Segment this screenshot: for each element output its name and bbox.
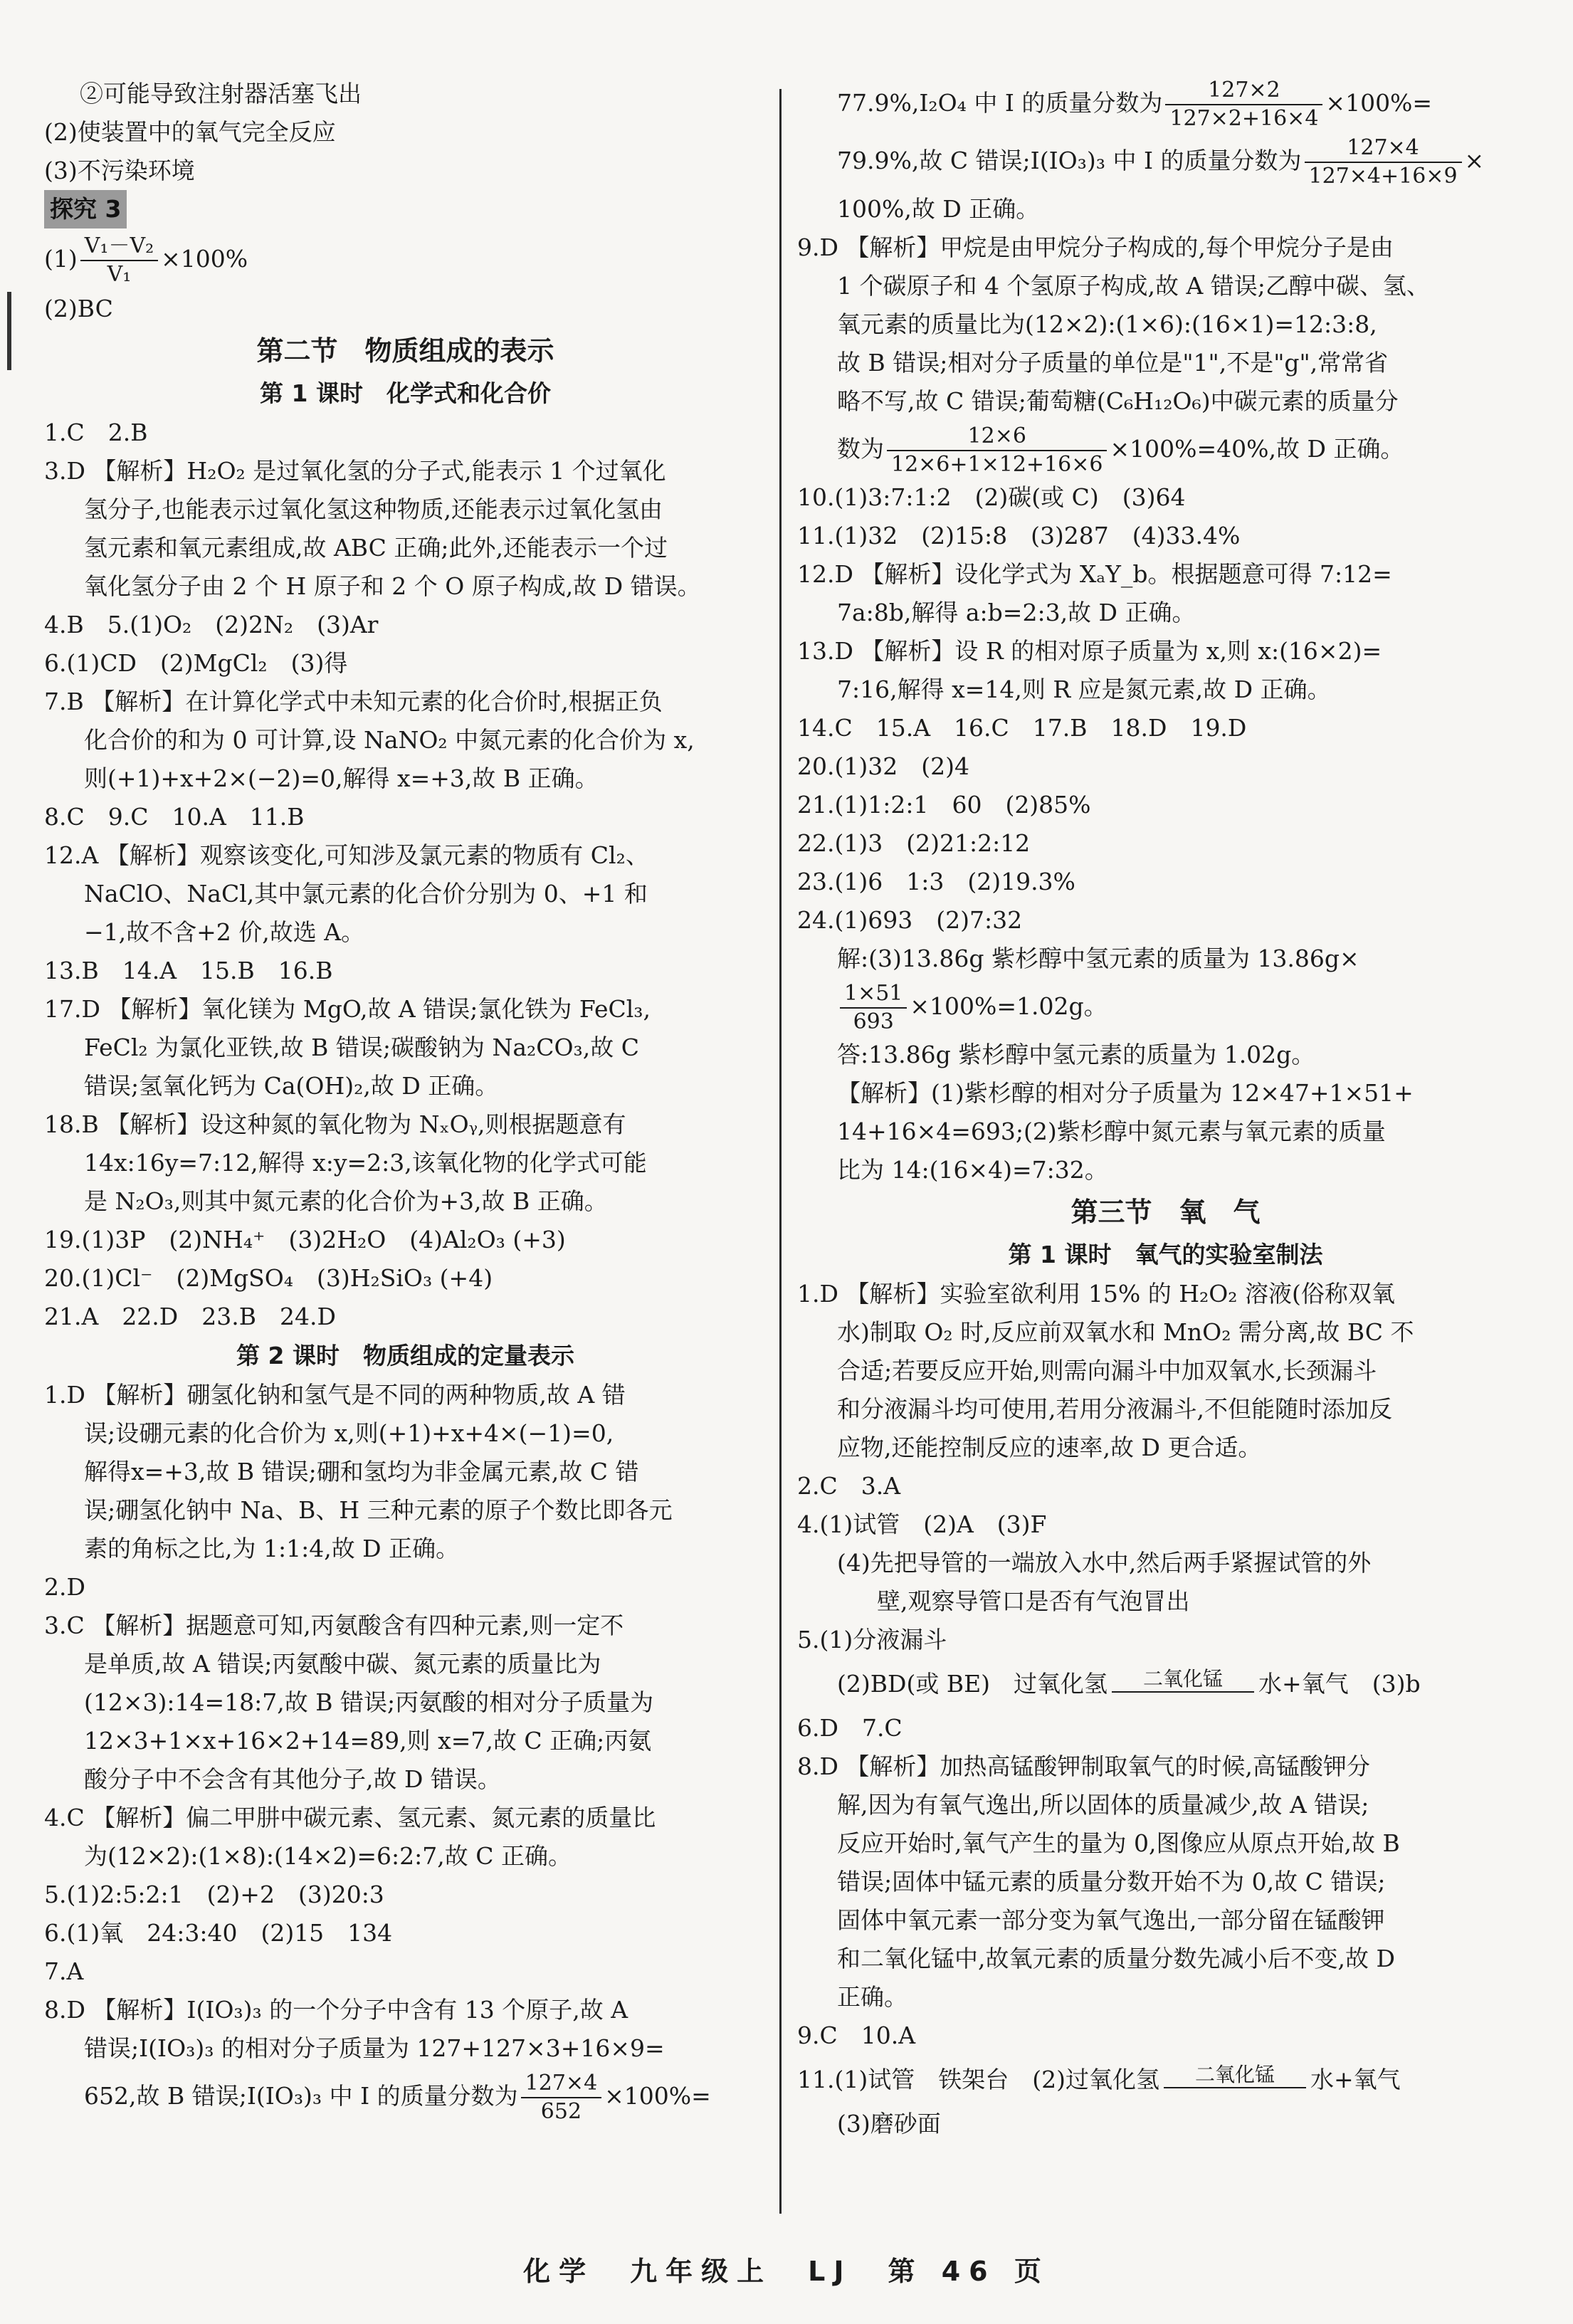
answer-line: 22.(1)3 (2)21:2:12	[797, 829, 1031, 857]
answer-line: 水)制取 O₂ 时,反应前双氧水和 MnO₂ 需分离,故 BC 不	[837, 1318, 1414, 1346]
answer-line: 9.C 10.A	[797, 2021, 916, 2049]
answer-line: 13.D 【解析】设 R 的相对原子质量为 x,则 x:(16×2)=	[797, 637, 1382, 665]
answer-line: 错误;氢氧化钙为 Ca(OH)₂,故 D 正确。	[84, 1072, 499, 1100]
answer-line: 故 B 错误;相对分子质量的单位是"1",不是"g",常常省	[837, 349, 1389, 377]
answer-line: 氧化氢分子由 2 个 H 原子和 2 个 O 原子构成,故 D 错误。	[84, 572, 701, 600]
scan-mark	[7, 292, 11, 370]
answer-line: 10.(1)3:7:1:2 (2)碳(或 C) (3)64	[797, 483, 1186, 511]
answer-line: 17.D 【解析】氧化镁为 MgO,故 A 错误;氯化铁为 FeCl₃,	[44, 995, 651, 1023]
left-column	[44, 75, 767, 2125]
answer-line: 误;设硼元素的化合价为 x,则(+1)+x+4×(−1)=0,	[84, 1419, 614, 1447]
section-title: 第二节 物质组成的表示	[256, 335, 554, 367]
answer-line: 20.(1)32 (2)4	[797, 752, 969, 780]
answer-line: 6.(1)氧 24:3:40 (2)15 134	[44, 1919, 393, 1947]
answer-line: 21.(1)1:2:1 60 (2)85%	[797, 791, 1091, 819]
answer-line: 7.B 【解析】在计算化学式中未知元素的化合价时,根据正负	[44, 688, 663, 715]
answer-line: 则(+1)+x+2×(−2)=0,解得 x=+3,故 B 正确。	[84, 764, 599, 792]
section-title: 第三节 氧 气	[1070, 1197, 1261, 1228]
answer-line: 错误;I(IO₃)₃ 的相对分子质量为 127+127×3+16×9=	[84, 2034, 665, 2062]
text-line: (2)使装置中的氧气完全反应	[44, 118, 336, 146]
answer-line: 21.A 22.D 23.B 24.D	[44, 1303, 336, 1330]
answer-line: 【解析】(1)紫杉醇的相对分子质量为 12×47+1×51+	[837, 1079, 1414, 1107]
answer-line: 1.C 2.B	[44, 419, 148, 446]
lesson-title: 第 2 课时 物质组成的定量表示	[236, 1342, 574, 1369]
answer-line: (3)磨砂面	[837, 2110, 941, 2138]
answer-line: 7:16,解得 x=14,则 R 应是氮元素,故 D 正确。	[837, 675, 1331, 703]
answer-line: 化合价的和为 0 可计算,设 NaNO₂ 中氮元素的化合价为 x,	[84, 726, 695, 754]
right-column	[797, 75, 1534, 2143]
answer-line: 解得x=+3,故 B 错误;硼和氢均为非金属元素,故 C 错	[84, 1458, 639, 1486]
answer-line: 固体中氧元素一部分变为氧气逸出,一部分留在锰酸钾	[837, 1906, 1385, 1934]
answer-line: 7a:8b,解得 a:b=2:3,故 D 正确。	[837, 599, 1196, 626]
answer-line: 6.D 7.C	[797, 1714, 903, 1742]
answer-line: 应物,还能控制反应的速率,故 D 更合适。	[837, 1434, 1262, 1461]
answer-line: 100%,故 D 正确。	[837, 195, 1040, 223]
formula-line: $\frac{1\times 51}{693}$ ×100%=1.02g。	[797, 978, 1534, 1036]
answer-line: 6.(1)CD (2)MgCl₂ (3)得	[44, 649, 348, 677]
answer-line: 壁,观察导管口是否有气泡冒出	[877, 1587, 1190, 1615]
answer-line: 5.(1)分液漏斗	[797, 1626, 947, 1653]
answer-line: 正确。	[837, 1983, 908, 2011]
text-line: ②可能导致注射器活塞飞出	[80, 80, 362, 107]
answer-line: 13.B 14.A 15.B 16.B	[44, 957, 333, 984]
answer-line: 12×3+1×x+16×2+14=89,则 x=7,故 C 正确;丙氨	[84, 1727, 652, 1755]
answer-line: 3.C 【解析】据题意可知,丙氨酸含有四种元素,则一定不	[44, 1611, 624, 1639]
answer-line: 8.D 【解析】I(IO₃)₃ 的一个分子中含有 13 个原子,故 A	[44, 1996, 628, 2024]
lesson-title: 第 1 课时 氧气的实验室制法	[1008, 1241, 1323, 1268]
formula-line: 79.9%,故 C 错误;I(IO₃)₃ 中 I 的质量分数为 $\frac{127\times 4}{127\times 4+16\times 9}$ ×	[837, 135, 1485, 189]
text-line: (2)BC	[44, 295, 113, 322]
text-line: (3)不污染环境	[44, 157, 195, 184]
answer-line: 1 个碳原子和 4 个氢原子构成,故 A 错误;乙醇中碳、氢、	[837, 272, 1430, 300]
answer-line: 14.C 15.A 16.C 17.B 18.D 19.D	[797, 714, 1247, 742]
formula-line: (1) $\frac{\text{V₁－V₂}}{\text{V₁}}$ ×100%	[44, 233, 248, 287]
answer-line: 4.B 5.(1)O₂ (2)2N₂ (3)Ar	[44, 611, 379, 638]
answer-line: FeCl₂ 为氯化亚铁,故 B 错误;碳酸钠为 Na₂CO₃,故 C	[84, 1034, 640, 1061]
answer-line: 20.(1)Cl⁻ (2)MgSO₄ (3)H₂SiO₃ (+4)	[44, 1264, 493, 1292]
answer-line: 7.A	[44, 1957, 84, 1985]
answer-line: 4.C 【解析】偏二甲肼中碳元素、氢元素、氮元素的质量比	[44, 1804, 656, 1831]
answer-line: 11.(1)32 (2)15:8 (3)287 (4)33.4%	[797, 522, 1241, 550]
lesson-title: 第 1 课时 化学式和化合价	[260, 379, 551, 407]
answer-line: (4)先把导管的一端放入水中,然后两手紧握试管的外	[837, 1549, 1372, 1577]
answer-line: 5.(1)2:5:2:1 (2)+2 (3)20:3	[44, 1881, 384, 1908]
formula-line: 652,故 B 错误;I(IO₃)₃ 中 I 的质量分数为 $\frac{127\times 4}{652}$ ×100%=	[84, 2071, 711, 2124]
answer-line: 12.A 【解析】观察该变化,可知涉及氯元素的物质有 Cl₂、	[44, 841, 649, 869]
answer-line: 氧元素的质量比为(12×2):(1×6):(16×1)=12:3:8,	[837, 310, 1377, 338]
answer-line: 23.(1)6 1:3 (2)19.3%	[797, 868, 1075, 895]
answer-line: 反应开始时,氧气产生的量为 0,图像应从原点开始,故 B	[837, 1829, 1400, 1857]
reaction-arrow	[1112, 1691, 1254, 1703]
explore-label: 探究 3	[44, 190, 127, 228]
page-footer: 化学 九年级上 LJ 第 46 页	[523, 2256, 1050, 2287]
answer-line: 和二氧化锰中,故氧元素的质量分数先减小后不变,故 D	[837, 1945, 1395, 1972]
answer-line: (12×3):14=18:7,故 B 错误;丙氨酸的相对分子质量为	[84, 1688, 654, 1716]
column-divider	[779, 89, 782, 2214]
answer-line: 是单质,故 A 错误;丙氨酸中碳、氮元素的质量比为	[84, 1650, 601, 1678]
formula-line: 77.9%,I₂O₄ 中 I 的质量分数为 $\frac{127\times 2}{127\times 2+16\times 4}$ ×100%=	[837, 78, 1433, 131]
answer-line: 是 N₂O₃,则其中氮元素的化合价为+3,故 B 正确。	[84, 1187, 608, 1215]
answer-line: 3.D 【解析】H₂O₂ 是过氧化氢的分子式,能表示 1 个过氧化	[44, 457, 666, 485]
answer-line: 2.D	[44, 1573, 85, 1601]
answer-line: 18.B 【解析】设这种氮的氧化物为 NₓOᵧ,则根据题意有	[44, 1110, 626, 1138]
answer-line: 错误;固体中锰元素的质量分数开始不为 0,故 C 错误;	[837, 1868, 1386, 1896]
reaction-arrow	[1164, 2087, 1306, 2098]
answer-line: 解:(3)13.86g 紫杉醇中氢元素的质量为 13.86g×	[837, 945, 1359, 972]
formula-line: 数为 $\frac{12\times 6}{12\times 6+1\times 12+16\times 6}$ ×100%=40%,故 D 正确。	[837, 424, 1404, 477]
answer-line: 比为 14:(16×4)=7:32。	[837, 1156, 1108, 1184]
answer-line: 19.(1)3P (2)NH₄⁺ (3)2H₂O (4)Al₂O₃ (+3)	[44, 1226, 566, 1253]
answer-line: 8.C 9.C 10.A 11.B	[44, 803, 305, 831]
answer-line: 14+16×4=693;(2)紫杉醇中氮元素与氧元素的质量	[837, 1118, 1386, 1145]
answer-line: 9.D 【解析】甲烷是由甲烷分子构成的,每个甲烷分子是由	[797, 233, 1394, 261]
answer-line: −1,故不含+2 价,故选 A。	[84, 918, 365, 946]
answer-line: 酸分子中不会含有其他分子,故 D 错误。	[84, 1765, 501, 1793]
answer-line: 8.D 【解析】加热高锰酸钾制取氧气的时候,高锰酸钾分	[797, 1752, 1370, 1780]
answer-line: 解,因为有氧气逸出,所以固体的质量减少,故 A 错误;	[837, 1791, 1369, 1819]
answer-line: 合适;若要反应开始,则需向漏斗中加双氧水,长颈漏斗	[837, 1357, 1377, 1384]
equation-line: (2)BD(或 BE) 过氧化氢 二氧化锰 水+氧气 (3)b	[797, 1659, 1534, 1709]
answer-line: 略不写,故 C 错误;葡萄糖(C₆H₁₂O₆)中碳元素的质量分	[837, 387, 1399, 415]
answer-line: 1.D 【解析】硼氢化钠和氢气是不同的两种物质,故 A 错	[44, 1381, 626, 1409]
answer-line: 素的角标之比,为 1:1:4,故 D 正确。	[84, 1535, 460, 1562]
equation-line: 11.(1)试管 铁架台 (2)过氧化氢 二氧化锰 水+氧气	[797, 2055, 1534, 2105]
answer-line: 24.(1)693 (2)7:32	[797, 906, 1023, 934]
answer-line: 为(12×2):(1×8):(14×2)=6:2:7,故 C 正确。	[84, 1842, 572, 1870]
answer-line: 14x:16y=7:12,解得 x:y=2:3,该氧化物的化学式可能	[84, 1149, 647, 1177]
answer-line: 1.D 【解析】实验室欲利用 15% 的 H₂O₂ 溶液(俗称双氧	[797, 1280, 1395, 1308]
answer-line: 答:13.86g 紫杉醇中氢元素的质量为 1.02g。	[837, 1041, 1315, 1068]
answer-line: 氢元素和氧元素组成,故 ABC 正确;此外,还能表示一个过	[84, 534, 668, 562]
answer-line: 氢分子,也能表示过氧化氢这种物质,还能表示过氧化氢由	[84, 495, 663, 523]
answer-line: 和分液漏斗均可使用,若用分液漏斗,不但能随时添加反	[837, 1395, 1392, 1423]
answer-line: 误;硼氢化钠中 Na、B、H 三种元素的原子个数比即各元	[84, 1496, 673, 1524]
answer-line: 12.D 【解析】设化学式为 XₐY_b。根据题意可得 7:12=	[797, 560, 1392, 588]
answer-line: 2.C 3.A	[797, 1472, 901, 1500]
answer-line: NaClO、NaCl,其中氯元素的化合价分别为 0、+1 和	[84, 880, 648, 908]
answer-line: 4.(1)试管 (2)A (3)F	[797, 1510, 1047, 1538]
